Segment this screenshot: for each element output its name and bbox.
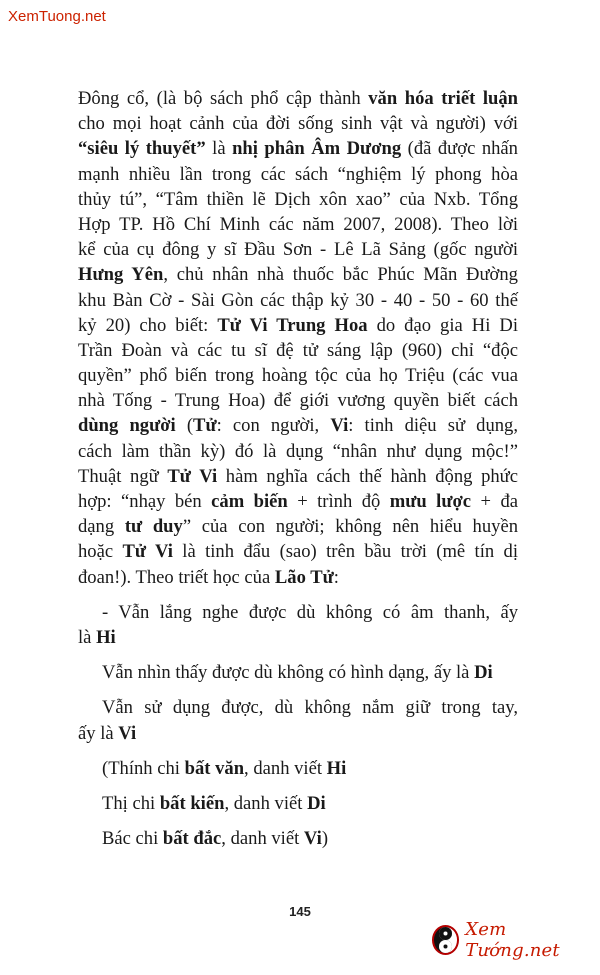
text-run: Thị chi [102,792,160,814]
text-run: cách làm thần kỳ) đó là dụng “nhân như dụng mộc!” [78,440,518,462]
text-run: ( [175,415,194,437]
text-line [78,313,518,338]
bold-term: dùng người [78,415,176,437]
text-run: + trình độ [287,491,390,512]
bold-term: Di [474,662,493,684]
bold-term: bất văn [184,757,245,779]
citation-line [78,756,518,781]
bold-term: Vi [330,415,349,437]
bold-term: cảm biến [211,491,288,512]
text-line [78,413,518,438]
page-text [78,86,518,851]
bold-term: Vi [118,722,137,744]
text-line [78,288,518,313]
text-run: Hợp TP. Hồ Chí Minh các năm 2007, 2008). Theo lời [78,213,518,235]
bold-term: Vi [303,828,322,850]
quote-line [78,721,518,746]
text-run: kỷ 20) cho biết: [78,314,218,336]
bold-term: văn hóa triết luận [368,88,519,109]
text-run: - Vẫn lắng nghe được dù không có âm thanh, ấy [102,601,518,623]
text-run: cho mọi hoạt cảnh của đời sống sinh vật và người) với [78,113,518,135]
text-run: quyền” phổ biến trong hoàng tộc của họ Triệu (các vua [78,365,518,387]
bold-term: Tử Vi Trung Hoa [217,314,368,336]
text-run: ” của con người; không nên hiểu huyền [182,516,518,538]
text-run: dạng [78,516,125,538]
text-run: : tinh diệu sử dụng, [348,415,518,437]
text-line [78,262,518,287]
bold-term: Hi [96,626,116,648]
text-run: đoan!). Theo triết học của [78,566,275,588]
bold-term: tư duy [124,516,183,538]
text-line [78,514,518,539]
bold-term: Hưng Yên [78,264,164,286]
text-line [78,464,518,489]
text-run: + đa [471,491,518,512]
text-run: ấy là [78,722,119,744]
bold-term: Tử [193,415,217,437]
quote-line [78,600,518,625]
bold-term: “siêu lý thuyết” [78,138,206,160]
text-run: , danh viết [221,828,304,850]
bold-term: Tử Vi [122,541,173,563]
text-line [78,162,518,187]
text-run: là [205,138,233,160]
text-line [78,363,518,388]
text-run: kể của cụ đông y sĩ Đầu Sơn - Lê Lã Sảng (gốc người [78,239,518,261]
body-paragraph [78,86,518,590]
quote-block [78,600,518,746]
text-run: Trần Đoàn và các tu sĩ đệ tử sáng lập (960) chỉ “độc [78,339,518,361]
bold-term: nhị phân Âm Dương [232,138,402,160]
text-run: Thuật ngữ [78,465,168,487]
text-run: là tinh đẩu (sao) trên bầu trời (mê tín dị [172,541,518,563]
text-run: nhà Tống - Trung Hoa) để giới vương quyền biết cách [78,390,518,412]
bold-term: Lão Tử [274,566,334,588]
text-run: là [78,626,97,648]
bold-term: Tử Vi [167,465,218,487]
bold-term: Hi [326,757,347,779]
text-run: Đông cổ, (là bộ sách phổ cập thành [78,88,369,109]
quote-line [78,660,518,685]
yin-yang-icon [432,925,459,955]
quote-line [78,625,518,650]
site-tag: XemTuong.net [8,8,106,25]
text-run: thủy tú”, “Tâm thiền lẽ Dịch xôn xao” của Nxb. Tổng [78,188,518,210]
text-run: : con người, [216,415,331,437]
text-run: hoặc [78,541,123,563]
page-number: 145 [289,904,311,919]
text-line [78,136,518,161]
text-line [78,338,518,363]
text-run: mạnh nhiều lần trong các sách “nghiệm lý phong hòa [78,163,518,185]
text-line [78,86,518,111]
text-run: Vẫn nhìn thấy được dù không có hình dạng, ấy là [102,662,475,684]
text-run: (đã được nhấn [401,138,518,160]
text-run: hàm nghĩa cách thế hành động phức [217,465,519,487]
bold-term: Di [307,792,326,814]
text-run: , chủ nhân nhà thuốc bắc Phúc Mãn Đường [163,264,518,286]
chinese-citation [78,756,518,852]
text-line [78,439,518,464]
bold-term: mưu lược [389,491,472,512]
text-run: , danh viết [244,757,327,779]
text-line [78,489,518,514]
text-line [78,539,518,564]
text-run: ) [321,828,329,850]
quote-line [78,695,518,720]
text-line [78,388,518,413]
citation-line [78,791,518,816]
text-run: Bác chi [102,828,163,850]
text-run: , danh viết [224,792,308,814]
text-line [78,111,518,136]
text-run: khu Bàn Cờ - Sài Gòn các thập kỷ 30 - 40 - 50 - 60 thế [78,289,518,311]
text-run: : [333,566,339,588]
citation-line [78,826,518,851]
text-line [78,237,518,262]
bold-term: bất kiến [159,792,225,814]
watermark-logo [432,920,592,960]
text-run: Vẫn sử dụng được, dù không nắm giữ trong tay, [102,697,518,719]
watermark-text: Xem Tướng.net [465,919,560,961]
text-line [78,212,518,237]
text-run: do đạo gia Hi Di [367,314,519,336]
bold-term: bất đắc [162,828,222,850]
text-line [78,187,518,212]
text-line [78,565,518,590]
text-run: (Thính chi [102,757,185,779]
text-run: hợp: “nhạy bén [78,491,212,512]
